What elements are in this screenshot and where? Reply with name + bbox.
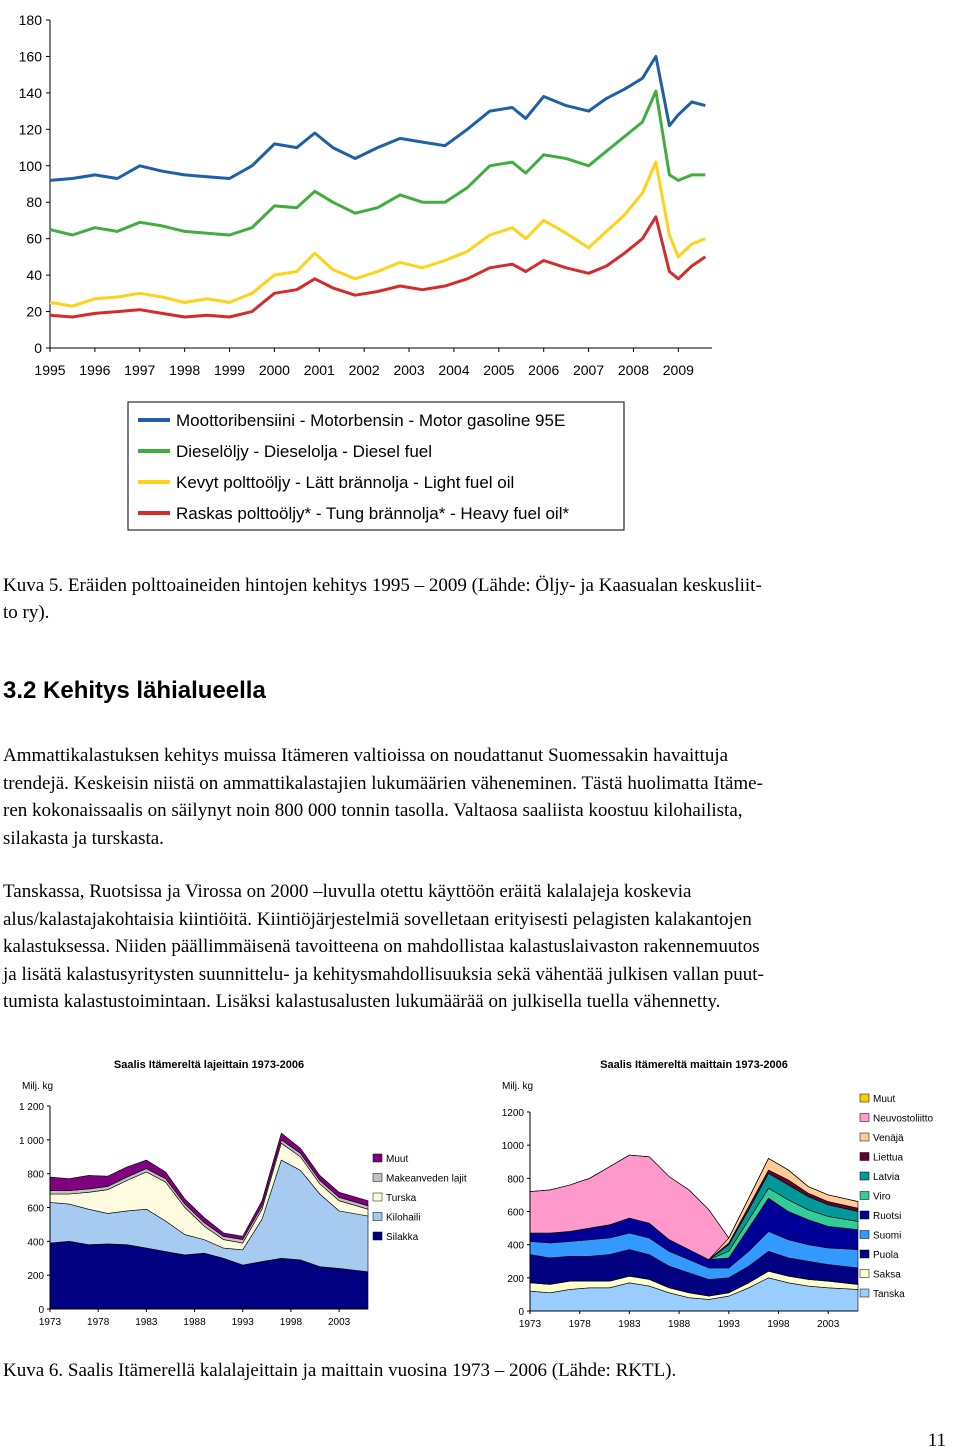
x-tick-label: 1993: [717, 1319, 740, 1330]
y-axis-label: Milj. kg: [502, 1081, 534, 1092]
x-tick-label: 1997: [124, 362, 156, 378]
figure-6-caption: Kuva 6. Saalis Itämerellä kalalajeittain ja maittain vuosina 1973 – 2006 (Lähde: RKTL).: [3, 1360, 677, 1381]
x-tick-label: 1993: [231, 1317, 254, 1328]
x-tick-label: 1999: [213, 362, 246, 378]
legend-label: Muut: [873, 1094, 896, 1105]
y-tick-label: 160: [18, 48, 42, 65]
legend-label: Muut: [386, 1154, 409, 1165]
figure-catch: [0, 1050, 960, 1350]
legend-swatch: [373, 1174, 382, 1182]
paragraph-2: [3, 878, 958, 1016]
legend-label: Liettua: [873, 1152, 904, 1164]
legend-swatch: [860, 1289, 869, 1297]
x-tick-label: 1978: [568, 1319, 591, 1330]
legend-swatch: [860, 1231, 869, 1239]
y-tick-label: 0: [34, 340, 42, 356]
x-tick-label: 1996: [79, 362, 111, 378]
legend-label: Makeanveden lajit: [386, 1173, 467, 1185]
chart-title: Saalis Itämereltä lajeittain 1973-2006: [113, 1059, 305, 1071]
x-tick-label: 1995: [34, 362, 66, 378]
x-tick-label: 1978: [87, 1317, 110, 1328]
legend-swatch: [373, 1213, 382, 1221]
fuel-price-chart: [0, 0, 960, 550]
paragraph-line: trendejä. Keskeisin niistä on ammattikalastajien lukumäärien väheneminen. Tästä huolimatta Itäme-: [3, 772, 763, 794]
caption-line: Kuva 5. Eräiden polttoaineiden hintojen kehitys 1995 – 2009 (Lähde: Öljy- ja Kaasualan keskusliit-: [3, 575, 762, 596]
legend-swatch: [860, 1250, 869, 1258]
legend-label: Saksa: [873, 1269, 901, 1281]
x-tick-label: 2009: [662, 362, 694, 378]
y-tick-label: 400: [507, 1240, 524, 1252]
x-tick-label: 2007: [572, 362, 605, 378]
legend-label: Kevyt polttoöljy - Lätt brännolja - Light fuel oil: [176, 473, 515, 492]
paragraph-line: tumista kalastustoimintaan. Lisäksi kalastusalusten lukumäärää on julkisella tuella vähennetty.: [3, 991, 721, 1012]
paragraph-line: alus/kalastajakohtaisia kiintiöitä. Kiintiöjärjestelmiä sovelletaan erityisesti pelagisten kalakantojen: [3, 908, 752, 930]
y-tick-label: 1 000: [18, 1135, 44, 1147]
legend-swatch: [373, 1193, 382, 1201]
y-tick-label: 60: [26, 230, 42, 247]
y-axis-label: Milj. kg: [22, 1081, 54, 1092]
x-tick-label: 2003: [327, 1317, 351, 1328]
y-tick-label: 1 200: [18, 1102, 44, 1113]
figure-fuel-prices: [0, 0, 960, 550]
legend-label: Turska: [386, 1193, 417, 1204]
y-tick-label: 100: [18, 157, 42, 174]
legend-swatch: [860, 1153, 869, 1161]
legend-label: Silakka: [386, 1232, 419, 1243]
legend-label: Neuvostoliitto: [873, 1113, 934, 1125]
x-tick-label: 1988: [667, 1319, 691, 1330]
legend-swatch: [373, 1232, 382, 1240]
legend-label: Raskas polttoöljy* - Tung brännolja* - Heavy fuel oil*: [176, 504, 570, 523]
legend-label: Latvia: [873, 1172, 900, 1183]
y-tick-label: 400: [27, 1237, 44, 1249]
legend-swatch: [860, 1192, 869, 1200]
catch-by-species-chart: [0, 1050, 480, 1350]
caption-line: to ry).: [3, 602, 50, 623]
paragraph-line: Ammattikalastuksen kehitys muissa Itämeren valtioissa on noudattanut Suomessakin havaittuja: [3, 745, 729, 766]
x-tick-label: 2008: [617, 362, 650, 378]
y-tick-label: 200: [27, 1271, 44, 1283]
y-tick-label: 600: [507, 1207, 524, 1219]
series-line: [50, 162, 705, 306]
figure-5-caption: [3, 572, 958, 626]
y-tick-label: 800: [507, 1174, 524, 1186]
paragraph-1: [3, 742, 958, 852]
x-tick-label: 1983: [135, 1317, 158, 1328]
x-tick-label: 2001: [303, 362, 335, 378]
legend-label: Kilohaili: [386, 1212, 421, 1224]
legend-label: Dieselöljy - Dieselolja - Diesel fuel: [176, 442, 433, 461]
paragraph-line: ren kokonaissaalis on säilynyt noin 800 000 tonnin tasolla. Valtaosa saaliista koostuu kilohailista,: [3, 800, 743, 821]
legend-swatch: [860, 1094, 869, 1102]
y-tick-label: 200: [507, 1273, 524, 1285]
legend-label: Puola: [873, 1250, 899, 1261]
x-tick-label: 1973: [518, 1319, 542, 1330]
legend-label: Ruotsi: [873, 1211, 902, 1222]
series-line: [50, 91, 705, 235]
x-tick-label: 2003: [393, 362, 425, 378]
paragraph-line: Tanskassa, Ruotsissa ja Virossa on 2000 –luvulla otettu käyttöön eräitä kalalajeja koskevia: [3, 881, 692, 902]
x-tick-label: 1988: [183, 1317, 206, 1328]
legend-swatch: [373, 1154, 382, 1162]
legend-swatch: [860, 1133, 869, 1141]
x-tick-label: 2003: [817, 1319, 840, 1330]
legend-label: Moottoribensiini - Motorbensin - Motor gasoline 95E: [176, 411, 566, 430]
y-tick-label: 40: [26, 267, 42, 284]
y-tick-label: 0: [518, 1307, 524, 1318]
catch-by-country-chart: [480, 1050, 960, 1350]
x-tick-label: 1998: [279, 1317, 303, 1328]
x-tick-label: 1983: [618, 1319, 641, 1330]
x-tick-label: 1998: [767, 1319, 790, 1330]
legend-swatch: [860, 1211, 869, 1219]
x-tick-label: 2000: [258, 362, 290, 378]
x-tick-label: 2002: [348, 362, 380, 378]
y-tick-label: 600: [27, 1203, 44, 1215]
y-tick-label: 80: [26, 194, 42, 211]
x-tick-label: 2005: [483, 362, 515, 378]
y-tick-label: 1200: [501, 1108, 524, 1119]
x-tick-label: 2006: [528, 362, 560, 378]
page-number: 11: [927, 1430, 946, 1451]
legend-swatch: [860, 1114, 869, 1122]
x-tick-label: 1973: [38, 1317, 62, 1328]
legend-label: Suomi: [873, 1230, 902, 1242]
paragraph-line: kalastuksessa. Niiden päällimmäisenä tavoitteena on mahdollistaa kalastuslaivaston rakennemuutos: [3, 936, 760, 957]
legend-label: Tanska: [873, 1289, 905, 1300]
paragraph-line: silakasta ja turskasta.: [3, 827, 164, 849]
y-tick-label: 140: [18, 84, 42, 101]
y-tick-label: 20: [26, 303, 42, 320]
y-tick-label: 800: [27, 1169, 44, 1181]
series-line: [50, 56, 705, 180]
legend-swatch: [860, 1270, 869, 1278]
x-tick-label: 2004: [438, 362, 470, 378]
y-tick-label: 1000: [501, 1141, 524, 1153]
legend-label: Viro: [873, 1191, 891, 1203]
legend-label: Venäjä: [873, 1133, 904, 1144]
legend-swatch: [860, 1172, 869, 1180]
section-heading: 3.2 Kehitys lähialueella: [3, 677, 266, 704]
y-tick-label: 180: [18, 12, 42, 28]
y-tick-label: 120: [18, 121, 42, 138]
y-tick-label: 0: [38, 1305, 44, 1316]
x-tick-label: 1998: [169, 362, 201, 378]
paragraph-line: ja lisätä kalastusyritysten suunnittelu- ja kehitysmahdollisuuksia sekä vähentää julkisen vallan puut-: [3, 963, 764, 985]
chart-title: Saalis Itämereltä maittain 1973-2006: [600, 1059, 788, 1071]
